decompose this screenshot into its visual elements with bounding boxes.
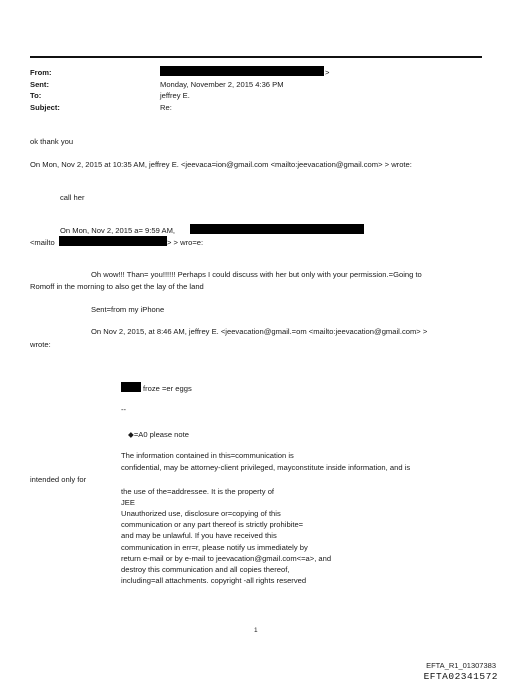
disclaimer-line: communication or any part thereof is strictly prohibite= [121, 520, 304, 529]
sent-label: Sent: [30, 80, 49, 89]
body-line-5-suffix: > > wro=e: [167, 238, 204, 247]
body-line-7: Romoff in the morning to also get the lay of the land [30, 282, 204, 291]
body-line-13: ◆=A0 please note [128, 430, 189, 439]
disclaimer-line: JEE [121, 498, 135, 507]
disclaimer-line: intended only for [30, 475, 87, 484]
body-line-3: call her [60, 193, 85, 202]
to-label: To: [30, 91, 42, 100]
subject-value: Re: [160, 103, 172, 112]
body-line-8: Sent=from my iPhone [91, 305, 165, 314]
from-label: From: [30, 68, 52, 77]
body-line-1: ok thank you [30, 137, 74, 146]
disclaimer-line: communication in err=r, please notify us immediately by [121, 543, 308, 552]
disclaimer-line: including=all attachments. copyright -all rights reserved [121, 576, 307, 585]
disclaimer-line: Unauthorized use, disclosure or=copying of this [121, 509, 281, 518]
redaction-from [160, 66, 324, 76]
body-line-12: -- [121, 405, 127, 414]
body-line-11: froze =er eggs [143, 384, 192, 393]
body-line-2: On Mon, Nov 2, 2015 at 10:35 AM, jeffrey E. <jeevaca=ion@gmail.com <mailto:jeevacation@gmail.com> > wrote: [30, 160, 412, 169]
disclaimer-line: destroy this communication and all copies thereof, [121, 565, 290, 574]
body-line-9: On Nov 2, 2015, at 8:46 AM, jeffrey E. <jeevacation@gmail.=om <mailto:jeevacation@gmail.com> > [91, 327, 428, 336]
page-number: 1 [254, 627, 258, 634]
sent-value: Monday, November 2, 2015 4:36 PM [160, 80, 284, 89]
body-line-6: Oh wow!!! Than= you!!!!!! Perhaps I could discuss with her but only with your permission.=Going to [91, 270, 422, 279]
disclaimer-line: and may be unlawful. If you have received this [121, 531, 277, 540]
redaction-sender [190, 224, 364, 234]
body-line-4: On Mon, Nov 2, 2015 a= 9:59 AM, [60, 226, 176, 235]
to-value: jeffrey E. [160, 91, 190, 100]
body-line-10: wrote: [30, 340, 51, 349]
footer-id-2: EFTA02341572 [423, 671, 498, 682]
redaction-mailto [59, 236, 167, 246]
disclaimer-line: the use of the=addressee. It is the property of [121, 487, 275, 496]
body-line-5-prefix: <mailto [30, 238, 55, 247]
disclaimer-line: confidential, may be attorney-client privileged, mayconstitute inside information, and is [121, 463, 411, 472]
from-suffix: > [325, 68, 330, 77]
header-rule [30, 56, 482, 58]
redaction-name [121, 382, 141, 392]
disclaimer-line: return e-mail or by e-mail to jeevacation@gmail.com<=a>, and [121, 554, 332, 563]
footer-id-1: EFTA_R1_01307383 [426, 661, 496, 670]
subject-label: Subject: [30, 103, 60, 112]
disclaimer-line: The information contained in this=communication is [121, 451, 294, 460]
